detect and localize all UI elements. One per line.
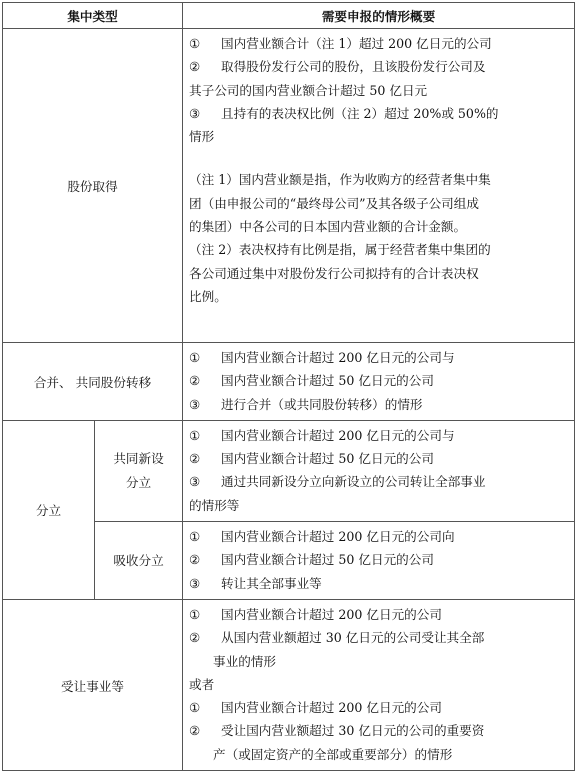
list-item [189,55,568,78]
item-text: 国内营业额合计超过 200 亿日元的公司向 [221,529,455,545]
note-2-line: （注 2）表决权持有比例是指，属于经营者集中集团的 [189,242,491,258]
item-text: 转让其全部事业等 [221,575,322,591]
summary-merger [183,343,575,421]
subtype-joint-split [95,420,183,521]
list-item [189,548,568,571]
list-item [189,102,568,125]
summary-business-transfer [183,599,575,770]
list-item [189,346,568,369]
subtype-absorption-split: 吸收分立 [95,522,183,600]
list-item [189,525,568,548]
item-text: 国内营业额合计超过 200 亿日元的公司 [221,700,442,716]
item-text: 国内营业额合计（注 1）超过 200 亿日元的公司 [221,36,492,51]
item-text: 国内营业额合计超过 50 亿日元的公司 [221,373,434,389]
list-item [189,32,568,55]
list-item [189,626,568,649]
subtype-label-line: 共同新设 [113,450,164,466]
list-item [189,572,568,595]
list-item [189,719,568,742]
item-number: ③ [189,575,201,591]
item-text: 国内营业额合计超过 50 亿日元的公司 [221,552,434,568]
list-item [189,470,568,493]
header-concentration-type: 集中类型 [3,3,183,29]
item-continuation: 情形 [189,129,215,145]
summary-joint-split [183,420,575,521]
item-text: 国内营业额合计超过 50 亿日元的公司 [221,451,434,467]
item-text: 取得股份发行公司的股份，且该股份发行公司及 [221,59,486,75]
row-split-joint [3,420,575,521]
item-text: 国内营业额合计超过 200 亿日元的公司 [221,606,442,622]
subtype-label-line: 分立 [125,474,152,490]
item-number: ① [189,36,201,51]
summary-share-acquisition [183,29,575,343]
note-1-line: 团（由申报公司的“最终母公司”及其各级子公司组成 [189,195,479,211]
item-text: 受让国内营业额超过 30 亿日元的公司的重要资 [221,723,485,739]
list-item [189,603,568,626]
row-merger [3,343,575,421]
summary-absorption-split [183,522,575,600]
item-number: ③ [189,105,201,121]
list-item [189,369,568,392]
item-text: 从国内营业额超过 30 亿日元的公司受让其全部 [221,630,485,646]
item-continuation: 其子公司的国内营业额合计超过 50 亿日元 [189,82,428,98]
notification-table [2,2,575,771]
item-text: 国内营业额合计超过 200 亿日元的公司与 [221,350,455,365]
note-1-line: （注 1）国内营业额是指，作为收购方的经营者集中集 [189,172,491,188]
notification-requirements-document [2,2,574,771]
list-item [189,696,568,719]
item-continuation: 事业的情形 [213,653,276,669]
item-number: ② [189,373,201,389]
item-number: ③ [189,396,201,412]
type-share-acquisition: 股份取得 [3,29,183,343]
item-continuation: 的情形等 [189,497,240,513]
item-text: 国内营业额合计超过 200 亿日元的公司与 [221,427,455,443]
item-number: ③ [189,474,201,490]
header-filing-summary: 需要申报的情形概要 [183,3,575,29]
type-business-transfer: 受让事业等 [3,599,183,770]
item-number: ① [189,606,201,622]
type-split: 分立 [3,420,95,599]
list-item [189,393,568,416]
row-business-transfer [3,599,575,770]
item-number: ① [189,350,201,365]
item-number: ② [189,552,201,568]
note-2-line: 各公司通过集中对股份发行公司拟持有的合计表决权 [189,265,479,281]
item-number: ② [189,451,201,467]
item-number: ① [189,700,201,716]
item-number: ① [189,529,201,545]
table-header-row [3,3,575,29]
note-2-line: 比例。 [189,288,227,304]
list-item [189,424,568,447]
or-connector: 或者 [189,676,215,692]
note-1-line: 的集团）中各公司的日本国内营业额的合计金额。 [189,219,467,235]
item-text: 进行合并（或共同股份转移）的情形 [221,396,423,412]
item-continuation: 产（或固定资产的全部或重要部分）的情形 [213,746,453,762]
item-number: ② [189,630,201,646]
item-number: ② [189,59,201,75]
item-number: ② [189,723,201,739]
item-number: ① [189,427,201,443]
item-text: 通过共同新设分立向新设立的公司转让全部事业 [221,474,486,490]
type-merger: 合并、 共同股份转移 [3,343,183,421]
list-item [189,447,568,470]
item-text: 且持有的表决权比例（注 2）超过 20%或 50%的 [221,105,499,121]
row-share-acquisition [3,29,575,343]
